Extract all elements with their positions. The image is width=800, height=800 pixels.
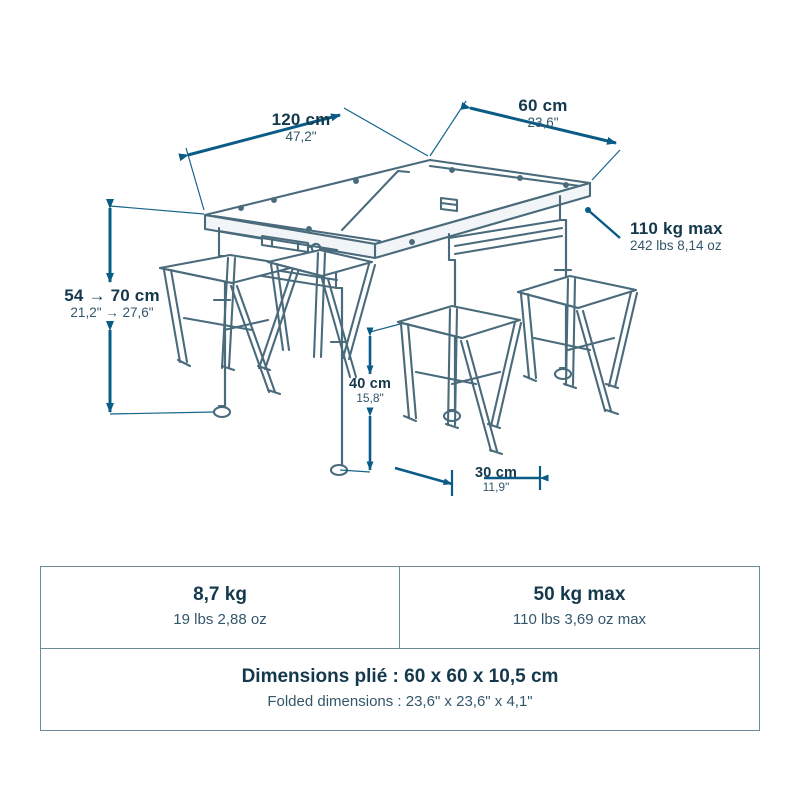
spec-row-folded xyxy=(41,649,759,730)
spec-cell-folded-dimensions: Dimensions plié : 60 x 60 x 10,5 cm Folded dimensions : 23,6" x 23,6" x 4,1" xyxy=(241,665,559,710)
callout-table-load xyxy=(588,210,620,238)
label-seat-height: 40 cm 15,8" xyxy=(348,376,392,406)
label-seat-width: 30 cm 11,9" xyxy=(474,465,518,495)
label-table-height-range: 54 → 70 cm 21,2" → 27,6" xyxy=(64,286,160,321)
label-table-load: 110 kg max 242 lbs 8,14 oz xyxy=(630,219,723,254)
spec-cell-weight: 8,7 kg 19 lbs 2,88 oz xyxy=(41,567,400,648)
arrow-seat-width-left xyxy=(395,468,452,484)
label-table-width: 120 cm 47,2" xyxy=(271,110,331,145)
spec-table xyxy=(40,566,760,731)
label-table-depth: 60 cm 23,6" xyxy=(518,96,568,131)
spec-cell-seat-load: 50 kg max 110 lbs 3,69 oz max xyxy=(512,584,647,628)
spec-row-weights xyxy=(41,567,759,649)
